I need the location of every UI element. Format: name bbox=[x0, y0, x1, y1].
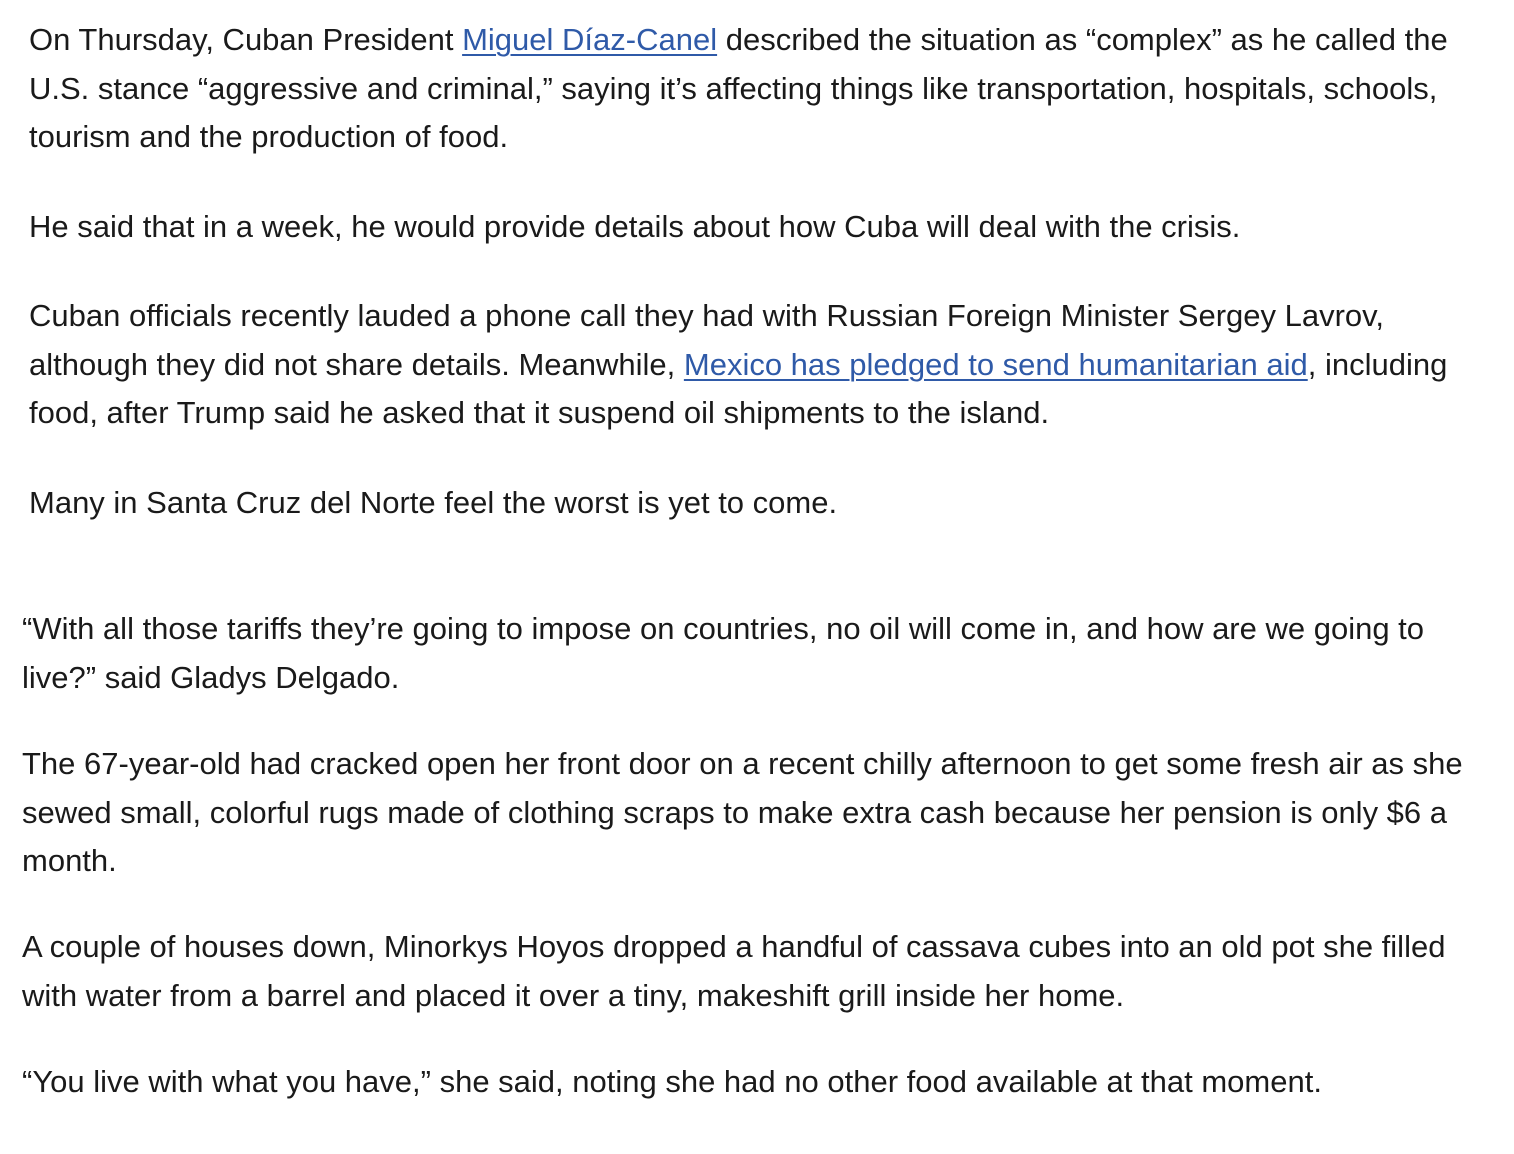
link-miguel-diaz-canel[interactable]: Miguel Díaz-Canel bbox=[462, 22, 718, 57]
paragraph-text: On Thursday, Cuban President bbox=[29, 22, 463, 57]
paragraph-santa-cruz: Many in Santa Cruz del Norte feel the worst is yet to come. bbox=[29, 485, 838, 520]
paragraph-hoyos-quote: “You live with what you have,” she said, noting she had no other food available at that moment. bbox=[22, 1064, 1322, 1099]
link-mexico-humanitarian-aid[interactable]: Mexico has pledged to send humanitarian aid bbox=[683, 346, 1308, 382]
paragraph-delgado-rugs: The 67-year-old had cracked open her front door on a recent chilly afternoon to get some fresh air as she sewed small, colorful rugs made of clothing scraps to make extra cash because her pension is only $6 a month. bbox=[22, 746, 1463, 878]
paragraph-text: Cuban officials recently lauded a phone call they had with Russian Foreign Minister Sergey Lavrov, although they did not share details. Meanwhile, bbox=[29, 298, 1384, 382]
paragraph-delgado-quote: “With all those tariffs they’re going to impose on countries, no oil will come in, and how are we going to live?” said Gladys Delgado. bbox=[22, 611, 1425, 695]
paragraph-hoyos-cassava: A couple of houses down, Minorkys Hoyos dropped a handful of cassava cubes into an old pot she filled with water from a barrel and placed it over a tiny, makeshift grill inside her home. bbox=[22, 929, 1446, 1013]
paragraph-text: , including food, after Trump said he asked that it suspend oil shipments to the island. bbox=[29, 346, 1448, 430]
paragraph-lavrov-mexico bbox=[29, 292, 1499, 438]
paragraph-diaz-canel bbox=[29, 16, 1489, 162]
paragraph-crisis-details: He said that in a week, he would provide details about how Cuba will deal with the crisis. bbox=[29, 209, 1241, 244]
paragraph-text: described the situation as “complex” as he called the U.S. stance “aggressive and criminal,” saying it’s affecting things like transportation, hospitals, schools, tourism and the production of food. bbox=[29, 22, 1448, 154]
